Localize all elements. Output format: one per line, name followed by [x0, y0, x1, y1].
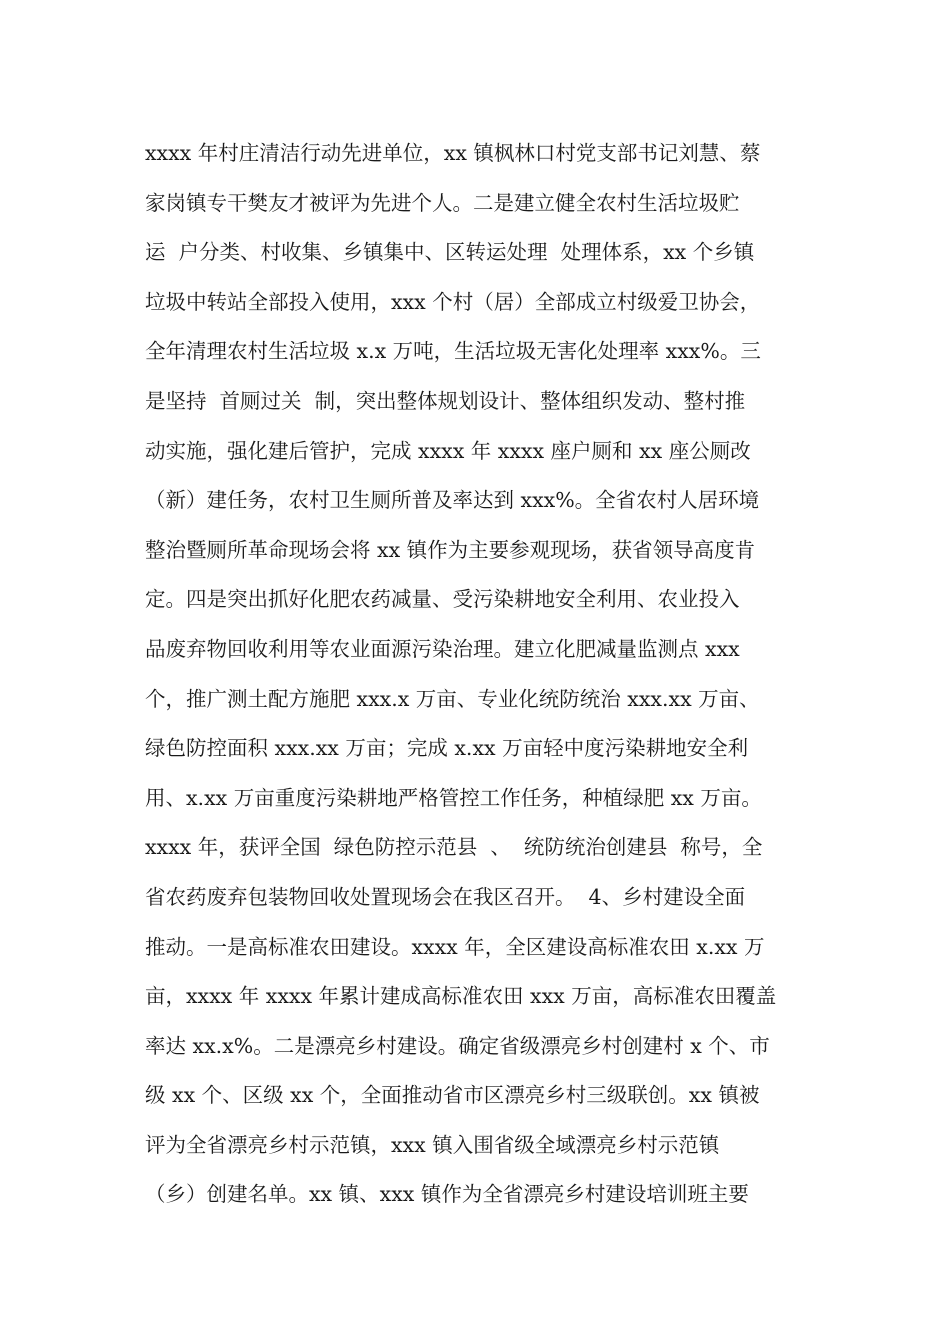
text-line: 级 xx 个、区级 xx 个，全面推动省市区漂亮乡村三级联创。xx 镇被	[145, 1083, 760, 1108]
text-line: 整治暨厕所革命现场会将 xx 镇作为主要参观现场，获省领导高度肯	[145, 537, 756, 562]
text-line: 评为全省漂亮乡村示范镇，xxx 镇入围省级全域漂亮乡村示范镇	[145, 1132, 720, 1157]
text-line: 用、x.xx 万亩重度污染耕地严格管控工作任务，种植绿肥 xx 万亩。	[145, 785, 762, 810]
text-line: 率达 xx.x%。二是漂亮乡村建设。确定省级漂亮乡村创建村 x 个、市	[145, 1033, 770, 1058]
text-line: 推动。一是高标准农田建设。xxxx 年，全区建设高标准农田 x.xx 万	[145, 934, 765, 959]
body-text	[145, 129, 835, 1220]
text-line: 定。四是突出抓好化肥农药减量、受污染耕地安全利用、农业投入	[145, 587, 740, 612]
text-line: xxxx 年，获评全国 绿色防控示范县 、 统防统治创建县 称号，全	[145, 835, 763, 860]
text-line: 品废弃物回收利用等农业面源污染治理。建立化肥减量监测点 xxx	[145, 636, 740, 661]
text-line: 动实施，强化建后管护，完成 xxxx 年 xxxx 座户厕和 xx 座公厕改	[145, 438, 751, 463]
text-line: 亩，xxxx 年 xxxx 年累计建成高标准农田 xxx 万亩，高标准农田覆盖	[145, 984, 777, 1009]
text-line: （新）建任务，农村卫生厕所普及率达到 xxx%。全省农村人居环境	[145, 488, 760, 513]
text-line: 全年清理农村生活垃圾 x.x 万吨，生活垃圾无害化处理率 xxx%。三	[145, 339, 761, 364]
text-line: （乡）创建名单。xx 镇、xxx 镇作为全省漂亮乡村建设培训班主要	[145, 1182, 749, 1207]
text-line: 个，推广测土配方施肥 xxx.x 万亩、专业化统防统治 xxx.xx 万亩、	[145, 686, 760, 711]
text-line: 运 户分类、村收集、乡镇集中、区转运处理 处理体系，xx 个乡镇	[145, 240, 755, 265]
text-line: 垃圾中转站全部投入使用，xxx 个村（居）全部成立村级爱卫协会，	[145, 289, 761, 314]
text-line: 家岗镇专干樊友才被评为先进个人。二是建立健全农村生活垃圾贮	[145, 190, 740, 215]
text-line: 省农药废弃包装物回收处置现场会在我区召开。 4、乡村建设全面	[145, 884, 746, 909]
text-line: 是坚持 首厕过关 制，突出整体规划设计、整体组织发动、整村推	[145, 388, 746, 413]
text-line: 绿色防控面积 xxx.xx 万亩；完成 x.xx 万亩轻中度污染耕地安全利	[145, 736, 749, 761]
text-line: xxxx 年村庄清洁行动先进单位，xx 镇枫林口村党支部书记刘慧、蔡	[145, 141, 761, 165]
